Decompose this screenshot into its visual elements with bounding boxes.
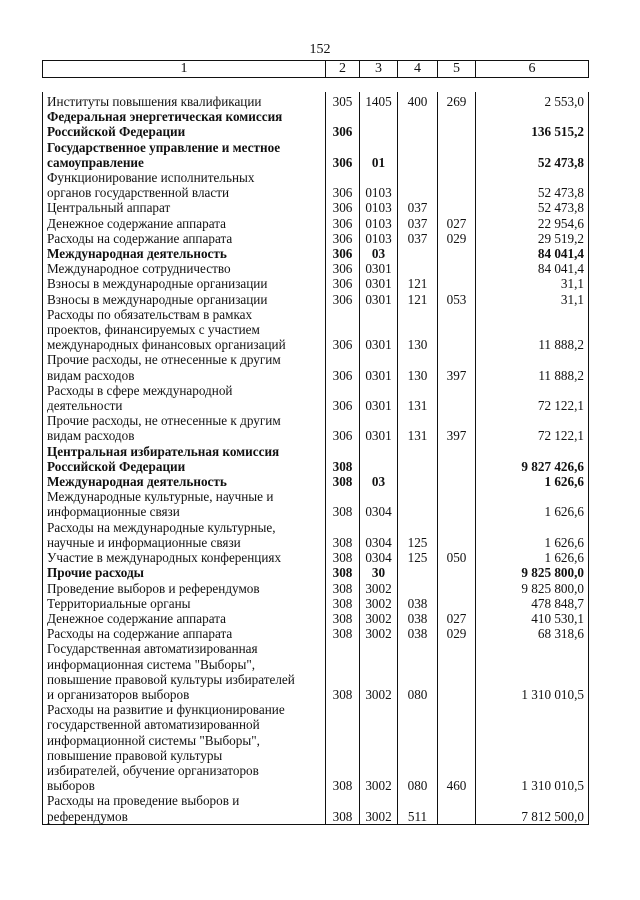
code-section xyxy=(360,444,398,474)
code-ministry: 308 xyxy=(326,702,360,793)
code-section: 0301 xyxy=(360,261,398,276)
description-line: информационные связи xyxy=(47,504,180,520)
table-row xyxy=(43,413,589,443)
description-line: международных финансовых организаций xyxy=(47,337,286,353)
code-ministry: 306 xyxy=(326,307,360,353)
amount: 52 473,8 xyxy=(476,140,589,170)
row-description xyxy=(43,200,326,215)
code-expense xyxy=(438,307,476,353)
row-description xyxy=(43,520,326,550)
amount: 29 519,2 xyxy=(476,231,589,246)
code-target xyxy=(398,474,438,489)
code-section: 03 xyxy=(360,246,398,261)
code-ministry: 306 xyxy=(326,170,360,200)
description-line: Участие в международных конференциях xyxy=(47,550,282,566)
table-row xyxy=(43,596,589,611)
code-target xyxy=(398,140,438,170)
description-line: Прочие расходы, не отнесенные к другим xyxy=(47,352,281,368)
description-line: Институты повышения квалификации xyxy=(47,94,262,109)
code-ministry: 306 xyxy=(326,200,360,215)
code-ministry: 308 xyxy=(326,444,360,474)
code-expense xyxy=(438,581,476,596)
code-target: 037 xyxy=(398,231,438,246)
description-line: Прочие расходы xyxy=(47,565,144,581)
code-ministry: 308 xyxy=(326,641,360,702)
column-header-5: 5 xyxy=(438,61,476,78)
amount: 52 473,8 xyxy=(476,200,589,215)
code-ministry: 306 xyxy=(326,231,360,246)
table-row xyxy=(43,641,589,702)
amount: 9 825 800,0 xyxy=(476,581,589,596)
table-row xyxy=(43,702,589,793)
row-description xyxy=(43,307,326,353)
code-ministry: 306 xyxy=(326,261,360,276)
code-target xyxy=(398,246,438,261)
amount: 136 515,2 xyxy=(476,109,589,139)
code-target: 130 xyxy=(398,307,438,353)
description-line: Расходы на международные культурные, xyxy=(47,519,276,535)
column-header-1: 1 xyxy=(43,61,326,78)
table-row xyxy=(43,246,589,261)
code-target xyxy=(398,170,438,200)
column-header-table xyxy=(42,60,589,78)
code-expense xyxy=(438,641,476,702)
row-description xyxy=(43,109,326,139)
description-line: Государственное управление и местное xyxy=(47,139,281,155)
description-line: видам расходов xyxy=(47,367,135,383)
description-line: органов государственной власти xyxy=(47,185,230,201)
table-row xyxy=(43,611,589,626)
column-header-4: 4 xyxy=(398,61,438,78)
table-row xyxy=(43,474,589,489)
row-description xyxy=(43,352,326,382)
code-expense xyxy=(438,474,476,489)
description-line: Центральный аппарат xyxy=(47,200,171,216)
code-ministry: 306 xyxy=(326,140,360,170)
description-line: Федеральная энергетическая комиссия xyxy=(47,109,283,125)
code-target: 038 xyxy=(398,611,438,626)
amount: 31,1 xyxy=(476,292,589,307)
description-line: повышение правовой культуры xyxy=(47,747,223,763)
code-ministry: 308 xyxy=(326,489,360,519)
table-row xyxy=(43,231,589,246)
code-target: 511 xyxy=(398,793,438,824)
row-description xyxy=(43,292,326,307)
code-expense: 029 xyxy=(438,626,476,641)
code-section: 0103 xyxy=(360,216,398,231)
amount: 7 812 500,0 xyxy=(476,793,589,824)
row-description xyxy=(43,793,326,824)
row-description xyxy=(43,92,326,109)
code-target: 038 xyxy=(398,626,438,641)
description-line: Российской Федерации xyxy=(47,124,186,140)
code-section: 0301 xyxy=(360,292,398,307)
code-ministry: 306 xyxy=(326,383,360,413)
code-section: 3002 xyxy=(360,596,398,611)
code-section: 3002 xyxy=(360,702,398,793)
code-ministry: 308 xyxy=(326,611,360,626)
amount: 9 825 800,0 xyxy=(476,565,589,580)
amount: 410 530,1 xyxy=(476,611,589,626)
code-ministry: 308 xyxy=(326,581,360,596)
amount: 84 041,4 xyxy=(476,261,589,276)
code-ministry: 308 xyxy=(326,565,360,580)
row-description xyxy=(43,702,326,793)
code-section: 0103 xyxy=(360,231,398,246)
code-target xyxy=(398,581,438,596)
code-expense: 460 xyxy=(438,702,476,793)
code-ministry: 308 xyxy=(326,793,360,824)
column-header-row xyxy=(43,61,589,78)
code-target: 125 xyxy=(398,520,438,550)
description-line: Российской Федерации xyxy=(47,458,186,474)
code-target: 080 xyxy=(398,641,438,702)
code-ministry: 306 xyxy=(326,246,360,261)
table-row xyxy=(43,92,589,109)
amount: 1 626,6 xyxy=(476,474,589,489)
description-line: Международная деятельность xyxy=(47,474,227,490)
description-line: Прочие расходы, не отнесенные к другим xyxy=(47,413,281,429)
table-row xyxy=(43,793,589,824)
amount: 72 122,1 xyxy=(476,413,589,443)
code-expense xyxy=(438,383,476,413)
description-line: Государственная автоматизированная xyxy=(47,641,258,657)
table-row xyxy=(43,626,589,641)
amount: 1 626,6 xyxy=(476,520,589,550)
description-line: Функционирование исполнительных xyxy=(47,170,255,186)
code-target xyxy=(398,489,438,519)
code-expense xyxy=(438,489,476,519)
code-ministry: 306 xyxy=(326,352,360,382)
amount: 84 041,4 xyxy=(476,246,589,261)
code-target xyxy=(398,261,438,276)
amount: 52 473,8 xyxy=(476,170,589,200)
description-line: Денежное содержание аппарата xyxy=(47,610,226,626)
code-section: 3002 xyxy=(360,793,398,824)
code-section: 3002 xyxy=(360,641,398,702)
row-description xyxy=(43,170,326,200)
code-expense: 050 xyxy=(438,550,476,565)
code-section: 0301 xyxy=(360,413,398,443)
row-description xyxy=(43,216,326,231)
code-target xyxy=(398,444,438,474)
code-target xyxy=(398,109,438,139)
description-line: деятельности xyxy=(47,398,123,414)
amount: 1 310 010,5 xyxy=(476,702,589,793)
code-target: 037 xyxy=(398,200,438,215)
amount: 31,1 xyxy=(476,276,589,291)
code-target: 400 xyxy=(398,92,438,109)
code-ministry: 308 xyxy=(326,626,360,641)
code-section: 1405 xyxy=(360,92,398,109)
code-section: 0103 xyxy=(360,170,398,200)
description-line: Международная деятельность xyxy=(47,246,227,262)
table-row xyxy=(43,140,589,170)
row-description xyxy=(43,261,326,276)
code-target: 080 xyxy=(398,702,438,793)
code-expense xyxy=(438,596,476,611)
code-section: 0301 xyxy=(360,307,398,353)
code-ministry: 305 xyxy=(326,92,360,109)
description-line: видам расходов xyxy=(47,428,135,444)
description-line: Территориальные органы xyxy=(47,595,191,611)
amount: 11 888,2 xyxy=(476,352,589,382)
table-row xyxy=(43,520,589,550)
description-line: Денежное содержание аппарата xyxy=(47,215,226,231)
row-description xyxy=(43,550,326,565)
row-description xyxy=(43,140,326,170)
code-expense xyxy=(438,170,476,200)
row-description xyxy=(43,641,326,702)
description-line: Расходы на содержание аппарата xyxy=(47,626,233,642)
code-section: 30 xyxy=(360,565,398,580)
amount: 478 848,7 xyxy=(476,596,589,611)
description-line: научные и информационные связи xyxy=(47,534,241,550)
code-expense: 397 xyxy=(438,352,476,382)
amount: 11 888,2 xyxy=(476,307,589,353)
code-target: 121 xyxy=(398,276,438,291)
code-section: 0301 xyxy=(360,352,398,382)
code-expense xyxy=(438,140,476,170)
row-description xyxy=(43,444,326,474)
description-line: Расходы в сфере международной xyxy=(47,382,233,398)
code-target: 130 xyxy=(398,352,438,382)
code-expense xyxy=(438,109,476,139)
code-expense xyxy=(438,261,476,276)
code-section: 0103 xyxy=(360,200,398,215)
code-target: 125 xyxy=(398,550,438,565)
code-expense: 027 xyxy=(438,611,476,626)
code-expense xyxy=(438,246,476,261)
table-row xyxy=(43,276,589,291)
row-description xyxy=(43,383,326,413)
column-header-3: 3 xyxy=(360,61,398,78)
row-description xyxy=(43,231,326,246)
description-line: государственной автоматизированной xyxy=(47,717,260,733)
page-number: 152 xyxy=(309,42,331,57)
code-expense: 397 xyxy=(438,413,476,443)
row-description xyxy=(43,626,326,641)
description-line: Расходы на развитие и функционирование xyxy=(47,702,285,718)
code-expense: 029 xyxy=(438,231,476,246)
row-description xyxy=(43,246,326,261)
table-row xyxy=(43,444,589,474)
table-row xyxy=(43,216,589,231)
description-line: Международное сотрудничество xyxy=(47,261,231,277)
code-expense xyxy=(438,793,476,824)
description-line: выборов xyxy=(47,778,95,794)
column-header-2: 2 xyxy=(326,61,360,78)
description-line: повышение правовой культуры избирателей xyxy=(47,671,295,687)
description-line: проектов, финансируемых с участием xyxy=(47,322,260,338)
description-line: Взносы в международные организации xyxy=(47,276,268,292)
code-target xyxy=(398,565,438,580)
table-row xyxy=(43,352,589,382)
description-line: Взносы в международные организации xyxy=(47,291,268,307)
code-section xyxy=(360,109,398,139)
description-line: избирателей, обучение организаторов xyxy=(47,762,259,778)
amount: 2 553,0 xyxy=(476,92,589,109)
row-description xyxy=(43,581,326,596)
description-line: и организаторов выборов xyxy=(47,686,190,702)
amount: 1 626,6 xyxy=(476,550,589,565)
description-line: информационная система "Выборы", xyxy=(47,656,256,672)
code-ministry: 306 xyxy=(326,109,360,139)
code-section: 0304 xyxy=(360,550,398,565)
code-target: 131 xyxy=(398,413,438,443)
table-row xyxy=(43,489,589,519)
code-ministry: 306 xyxy=(326,276,360,291)
code-section: 0304 xyxy=(360,520,398,550)
table-row xyxy=(43,170,589,200)
row-description xyxy=(43,565,326,580)
code-ministry: 306 xyxy=(326,413,360,443)
description-line: Проведение выборов и референдумов xyxy=(47,580,260,596)
table-row xyxy=(43,261,589,276)
code-section: 01 xyxy=(360,140,398,170)
code-expense xyxy=(438,276,476,291)
code-target: 038 xyxy=(398,596,438,611)
amount: 1 626,6 xyxy=(476,489,589,519)
description-line: Расходы на проведение выборов и xyxy=(47,793,240,809)
table-row xyxy=(43,292,589,307)
column-header-6: 6 xyxy=(476,61,589,78)
code-expense xyxy=(438,520,476,550)
code-section: 03 xyxy=(360,474,398,489)
code-ministry: 308 xyxy=(326,520,360,550)
table-row xyxy=(43,307,589,353)
row-description xyxy=(43,489,326,519)
code-section: 3002 xyxy=(360,626,398,641)
row-description xyxy=(43,276,326,291)
code-section: 0301 xyxy=(360,383,398,413)
amount: 68 318,6 xyxy=(476,626,589,641)
code-section: 3002 xyxy=(360,581,398,596)
code-section: 3002 xyxy=(360,611,398,626)
description-line: Международные культурные, научные и xyxy=(47,489,274,505)
row-description xyxy=(43,611,326,626)
code-expense: 053 xyxy=(438,292,476,307)
table-row xyxy=(43,565,589,580)
table-row xyxy=(43,200,589,215)
row-description xyxy=(43,596,326,611)
row-description xyxy=(43,474,326,489)
code-expense xyxy=(438,200,476,215)
budget-table xyxy=(42,92,589,825)
table-row xyxy=(43,109,589,139)
description-line: Расходы на содержание аппарата xyxy=(47,230,233,246)
description-line: самоуправление xyxy=(47,154,144,170)
amount: 9 827 426,6 xyxy=(476,444,589,474)
description-line: информационной системы "Выборы", xyxy=(47,732,260,748)
description-line: референдумов xyxy=(47,808,128,824)
code-ministry: 308 xyxy=(326,596,360,611)
code-section: 0304 xyxy=(360,489,398,519)
code-expense xyxy=(438,444,476,474)
code-expense: 027 xyxy=(438,216,476,231)
code-target: 121 xyxy=(398,292,438,307)
amount: 1 310 010,5 xyxy=(476,641,589,702)
code-ministry: 306 xyxy=(326,292,360,307)
code-target: 131 xyxy=(398,383,438,413)
description-line: Центральная избирательная комиссия xyxy=(47,443,280,459)
code-ministry: 308 xyxy=(326,550,360,565)
code-expense xyxy=(438,565,476,580)
table-row xyxy=(43,383,589,413)
code-section: 0301 xyxy=(360,276,398,291)
code-ministry: 308 xyxy=(326,474,360,489)
amount: 72 122,1 xyxy=(476,383,589,413)
description-line: Расходы по обязательствам в рамках xyxy=(47,306,253,322)
amount: 22 954,6 xyxy=(476,216,589,231)
code-ministry: 306 xyxy=(326,216,360,231)
row-description xyxy=(43,413,326,443)
code-target: 037 xyxy=(398,216,438,231)
table-row xyxy=(43,550,589,565)
code-expense: 269 xyxy=(438,92,476,109)
table-row xyxy=(43,581,589,596)
